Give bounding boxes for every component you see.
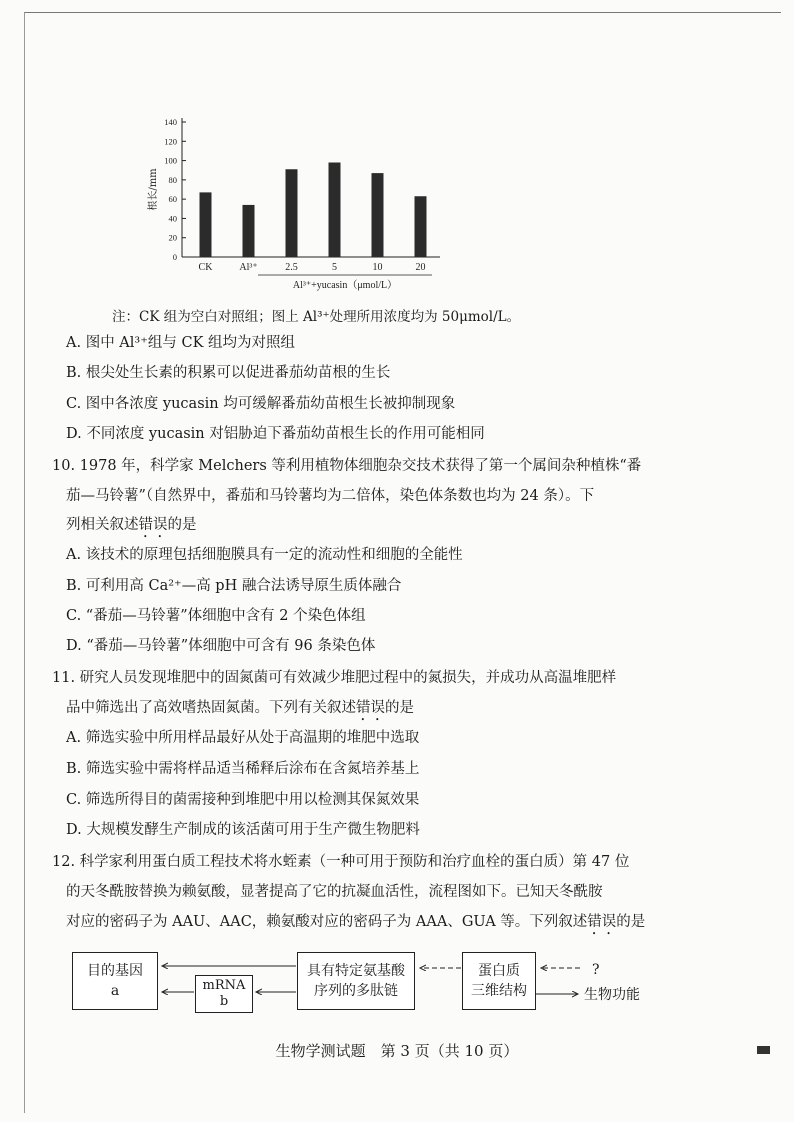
flow-mrna-box: mRNA b <box>195 975 253 1013</box>
bar-3 <box>329 163 341 258</box>
y-tick-label: 0 <box>172 252 177 262</box>
y-tick-label: 80 <box>168 174 177 185</box>
x-tick-label: Al³⁺ <box>239 262 258 273</box>
flow-unknown-label: ? <box>592 962 600 978</box>
y-tick-label: 60 <box>168 194 177 205</box>
root-length-chart <box>140 112 460 297</box>
flow-protein-box: 蛋白质 三维结构 <box>462 952 536 1010</box>
y-tick-label: 120 <box>164 136 177 147</box>
y-tick-label: 100 <box>164 155 177 166</box>
q10-option-a: A. 该技术的原理包括细胞膜具有一定的流动性和细胞的全能性 <box>66 547 463 563</box>
y-tick-label: 40 <box>168 213 177 224</box>
q10-option-c: C. “番茄—马铃薯”体细胞中含有 2 个染色体组 <box>66 608 366 624</box>
flow-gene-box: 目的基因 a <box>72 952 158 1010</box>
q10-option-b: B. 可利用高 Ca²⁺—高 pH 融合法诱导原生质体融合 <box>66 578 402 594</box>
q11-option-d: D. 大规模发酵生产制成的该活菌可用于生产微生物肥料 <box>66 822 420 838</box>
q10-stem-line2: 茄—马铃薯”（自然界中，番茄和马铃薯均为二倍体，染色体条数也均为 24 条）。下 <box>66 488 595 504</box>
x-tick-label: 2.5 <box>285 262 298 273</box>
bar-2 <box>286 169 298 257</box>
chart-note: 注：CK 组为空白对照组；图上 Al³⁺处理所用浓度均为 50μmol/L。 <box>112 309 521 325</box>
y-tick-label: 140 <box>164 117 177 127</box>
margin-mark <box>757 1046 770 1054</box>
emphasis-wrong: 错误 <box>587 914 617 930</box>
emphasis-wrong: 错误 <box>356 700 385 716</box>
q11-option-c: C. 筛选所得目的菌需接种到堆肥中用以检测其保氮效果 <box>66 792 420 808</box>
x-tick-label: 10 <box>372 262 383 273</box>
q11-option-a: A. 筛选实验中所用样品最好从处于高温期的堆肥中选取 <box>66 730 420 746</box>
x-tick-label: CK <box>198 262 213 273</box>
page-footer: 生物学测试题 第 3 页（共 10 页） <box>275 1042 519 1060</box>
flow-function-label: 生物功能 <box>584 987 640 1003</box>
q9-option-c: C. 图中各浓度 yucasin 均可缓解番茄幼苗根生长被抑制现象 <box>66 396 456 412</box>
q10-option-d: D. “番茄—马铃薯”体细胞中可含有 96 条染色体 <box>66 638 376 654</box>
bar-0 <box>200 192 212 257</box>
x-axis-label: Al³⁺+yucasin（μmol/L） <box>292 280 398 291</box>
emphasis-wrong: 错误 <box>138 517 168 533</box>
q9-option-d: D. 不同浓度 yucasin 对铝胁迫下番茄幼苗根生长的作用可能相同 <box>66 426 485 442</box>
flow-peptide-box: 具有特定氨基酸 序列的多肽链 <box>297 952 415 1010</box>
x-tick-label: 5 <box>332 262 337 273</box>
bar-5 <box>415 196 427 257</box>
q12-stem-line1: 12. 科学家利用蛋白质工程技术将水蛭素（一种可用于预防和治疗血栓的蛋白质）第 47 位 <box>52 854 630 870</box>
q11-stem-line2: 品中筛选出了高效嗜热固氮菌。下列有关叙述错误的是 <box>66 700 414 716</box>
bar-1 <box>243 205 255 257</box>
q11-option-b: B. 筛选实验中需将样品适当稀释后涂布在含氮培养基上 <box>66 761 420 777</box>
y-axis-label: 根长/mm <box>148 168 159 211</box>
q9-option-a: A. 图中 Al³⁺组与 CK 组均为对照组 <box>66 335 296 351</box>
bar-4 <box>372 173 384 257</box>
q9-option-b: B. 根尖处生长素的积累可以促进番茄幼苗根的生长 <box>66 365 391 381</box>
x-tick-label: 20 <box>415 262 426 273</box>
q12-stem-line2: 的天冬酰胺替换为赖氨酸，显著提高了它的抗凝血活性，流程图如下。已知天冬酰胺 <box>66 884 603 900</box>
q11-stem-line1: 11. 研究人员发现堆肥中的固氮菌可有效减少堆肥过程中的氮损失，并成功从高温堆肥样 <box>52 670 617 686</box>
q10-stem-line3: 列相关叙述错误的是 <box>66 517 197 533</box>
q12-stem-line3: 对应的密码子为 AAU、AAC，赖氨酸对应的密码子为 AAA、GUA 等。下列叙述错误的是 <box>66 914 646 930</box>
q10-stem-line1: 10. 1978 年，科学家 Melchers 等利用植物体细胞杂交技术获得了第一个属间杂种植株“番 <box>52 458 642 474</box>
y-tick-label: 20 <box>168 232 177 243</box>
